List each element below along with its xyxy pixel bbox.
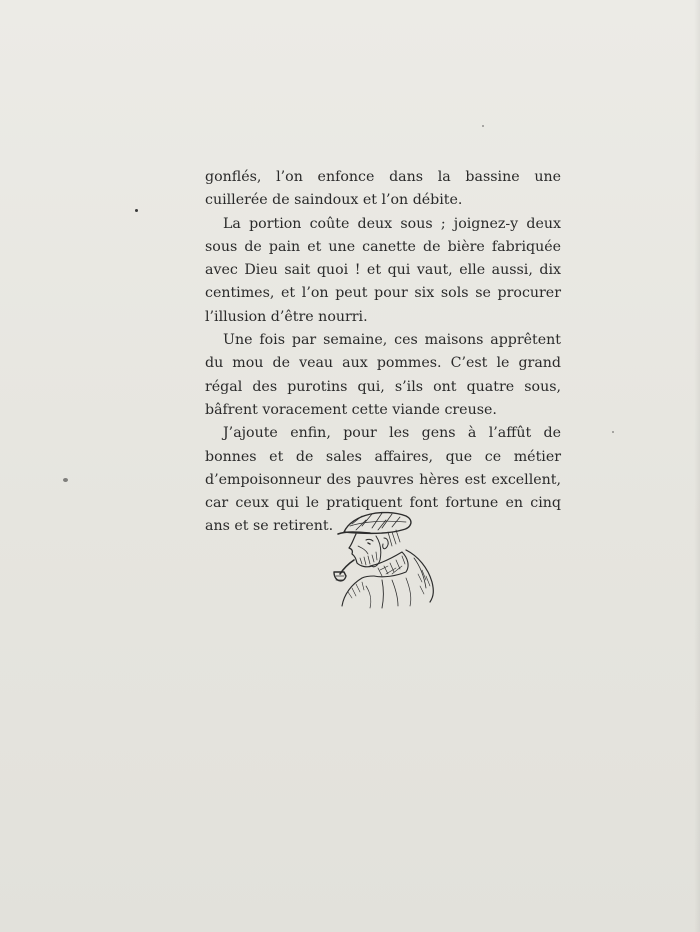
ink-speck bbox=[612, 431, 614, 433]
paragraph-4: J’ajoute enfin, pour les gens à l’affût de bonnes et de sales affaires, que ce métier d’empoisonneur des pauvres hères est excellent, car ceux qui le pratiquent font fortune en cinq ans et se retirent. bbox=[205, 425, 561, 535]
paragraph-2: La portion coûte deux sous ; joignez-y deux sous de pain et une canette de bière fabriquée avec Dieu sait quoi ! et qui vaut, elle aussi, dix centimes, et l’on peut pour six sols se procurer l’illusion d’être nourri. bbox=[205, 215, 561, 325]
body-text bbox=[205, 166, 561, 539]
ink-speck bbox=[135, 209, 138, 212]
ink-speck bbox=[63, 478, 68, 482]
ink-speck bbox=[482, 125, 484, 127]
pipe-smoking-man-vignette-icon bbox=[322, 502, 440, 610]
paragraph-1: gonflés, l’on enfonce dans la bassine une cuillerée de saindoux et l’on débite. bbox=[205, 169, 561, 209]
page-edge-shadow bbox=[694, 0, 700, 932]
paragraph-3: Une fois par semaine, ces maisons apprêtent du mou de veau aux pommes. C’est le grand régal des purotins qui, s’ils ont quatre sous, bâfrent voracement cette viande creuse. bbox=[205, 332, 561, 418]
